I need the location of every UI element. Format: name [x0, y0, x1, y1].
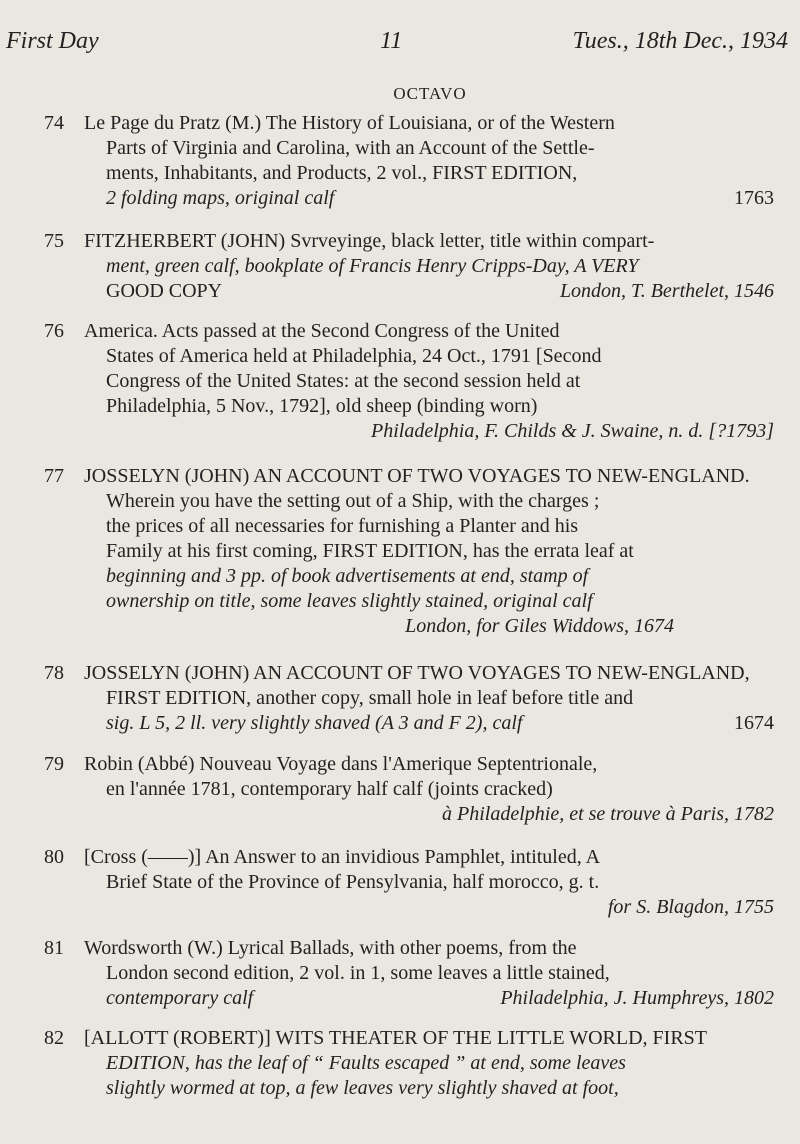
lot-binding: contemporary calf — [106, 987, 254, 1009]
lot-line: Wherein you have the setting out of a Ship, with the charges ; — [106, 490, 600, 512]
lot-line: JOSSELYN (JOHN) AN ACCOUNT OF TWO VOYAGES TO NEW-ENGLAND, — [84, 662, 750, 684]
lot-line: Robin (Abbé) Nouveau Voyage dans l'Amerique Septentrionale, — [84, 753, 598, 775]
lot-description — [84, 845, 774, 920]
lot-imprint-line — [84, 986, 774, 1011]
lot-line: Family at his first coming, FIRST EDITION, has the errata leaf at — [106, 540, 634, 562]
lot-line: States of America held at Philadelphia, 24 Oct., 1791 [Second — [106, 345, 602, 367]
lot-description — [84, 319, 774, 444]
lot-line: EDITION, has the leaf of “ Faults escaped ” at end, some leaves — [106, 1052, 626, 1074]
lot-binding: 2 folding maps, original calf — [106, 187, 335, 209]
lot-imprint: for S. Blagdon, 1755 — [607, 896, 774, 918]
lot-imprint: Philadelphia, J. Humphreys, 1802 — [500, 987, 774, 1009]
lot-line: ownership on title, some leaves slightly stained, original calf — [106, 590, 593, 612]
lot-number: 75 — [44, 230, 64, 252]
header-date: Tues., 18th Dec., 1934 — [572, 28, 788, 54]
lot-number: 77 — [44, 465, 64, 487]
lot-line: [Cross (——)] An Answer to an invidious Pamphlet, intituled, A — [84, 846, 601, 868]
lot-imprint-line — [84, 279, 774, 304]
header-page-number: 11 — [380, 28, 403, 54]
lot-line: en l'année 1781, contemporary half calf (joints cracked) — [106, 778, 553, 800]
lot-imprint-line — [84, 711, 774, 736]
lot-description — [84, 229, 774, 304]
lot-description — [84, 1026, 774, 1101]
lot-description — [84, 936, 774, 1011]
lot-line: London second edition, 2 vol. in 1, some leaves a little stained, — [106, 962, 610, 984]
lot-line: ment, green calf, bookplate of Francis Henry Cripps-Day, A VERY — [106, 255, 639, 277]
lot-number: 74 — [44, 112, 64, 134]
lot-number: 80 — [44, 846, 64, 868]
lot-description — [84, 464, 774, 639]
lot-line: Parts of Virginia and Carolina, with an Account of the Settle- — [106, 137, 595, 159]
lot-line: beginning and 3 pp. of book advertisements at end, stamp of — [106, 565, 589, 587]
lot-number: 76 — [44, 320, 64, 342]
lot-number: 82 — [44, 1027, 64, 1049]
lot-line: Brief State of the Province of Pensylvania, half morocco, g. t. — [106, 871, 600, 893]
lot-line: America. Acts passed at the Second Congress of the United — [84, 320, 560, 342]
lot-line: ments, Inhabitants, and Products, 2 vol., FIRST EDITION, — [106, 162, 578, 184]
lot-line: FITZHERBERT (JOHN) Svrveyinge, black letter, title within compart- — [84, 230, 655, 252]
lot-collation: sig. L 5, 2 ll. very slightly shaved (A 3 and F 2), calf — [106, 712, 523, 734]
lot-note: GOOD COPY — [106, 280, 223, 302]
lot-number: 78 — [44, 662, 64, 684]
lot-line: Wordsworth (W.) Lyrical Ballads, with other poems, from the — [84, 937, 577, 959]
lot-imprint: London, T. Berthelet, 1546 — [559, 280, 774, 302]
lot-line: JOSSELYN (JOHN) AN ACCOUNT OF TWO VOYAGES TO NEW-ENGLAND. — [84, 465, 750, 487]
lot-line: Le Page du Pratz (M.) The History of Louisiana, or of the Western — [84, 112, 615, 134]
lot-description — [84, 661, 774, 736]
lot-line: Philadelphia, 5 Nov., 1792], old sheep (binding worn) — [106, 395, 538, 417]
lot-number: 81 — [44, 937, 64, 959]
lot-line: the prices of all necessaries for furnishing a Planter and his — [106, 515, 579, 537]
lot-imprint: à Philadelphie, et se trouve à Paris, 1782 — [442, 803, 774, 825]
lot-date: 1674 — [734, 712, 774, 734]
lot-line: Congress of the United States: at the second session held at — [106, 370, 581, 392]
lot-line: FIRST EDITION, another copy, small hole in leaf before title and — [106, 687, 634, 709]
running-header — [0, 28, 800, 58]
lot-imprint: Philadelphia, F. Childs & J. Swaine, n. d. [?1793] — [371, 420, 774, 442]
header-day: First Day — [6, 28, 99, 54]
lot-description — [84, 111, 774, 211]
lot-description — [84, 752, 774, 827]
lot-imprint-line — [84, 186, 774, 211]
lot-line: slightly wormed at top, a few leaves very slightly shaved at foot, — [106, 1077, 619, 1099]
lot-number: 79 — [44, 753, 64, 775]
lot-date: 1763 — [734, 187, 774, 209]
section-title: OCTAVO — [393, 84, 467, 103]
lot-line: [ALLOTT (ROBERT)] WITS THEATER OF THE LITTLE WORLD, FIRST — [84, 1027, 708, 1049]
lot-imprint: London, for Giles Widdows, 1674 — [405, 615, 674, 637]
